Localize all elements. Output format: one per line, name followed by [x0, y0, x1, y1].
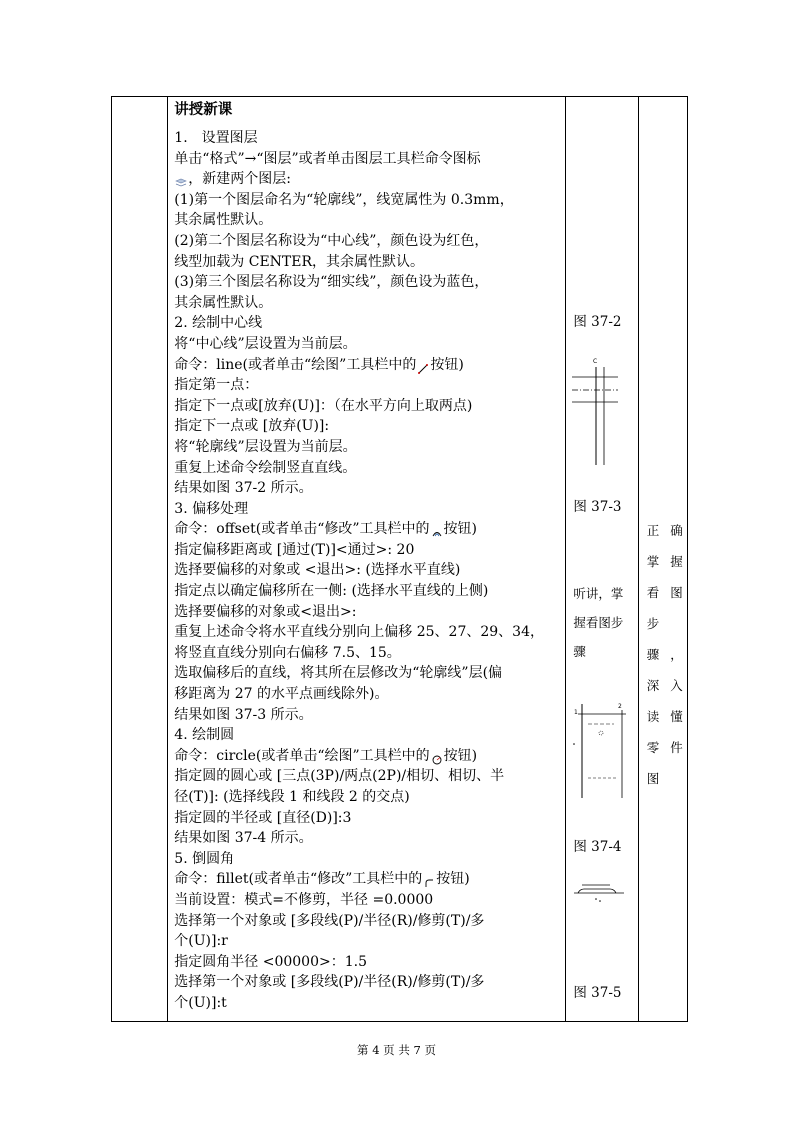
- content-line: 个(U)]:r: [174, 933, 228, 950]
- figure-label-37-5: 图 37-5: [573, 985, 622, 1001]
- content-line: 将“轮廓线”层设置为当前层。: [174, 438, 357, 455]
- content-line: 重复上述命令将水平直线分别向上偏移 25、27、29、34，: [174, 624, 544, 641]
- offset-icon: [431, 524, 443, 534]
- content-line: ，新建两个图层:: [174, 169, 559, 190]
- content-line: 指定下一点或[放弃(U)]：（在水平方向上取两点): [174, 397, 473, 414]
- total-pages: 7: [413, 1043, 421, 1057]
- sketch-label-c: C: [593, 358, 598, 365]
- line-icon: [417, 360, 429, 370]
- content-line: 个(U)]:t: [174, 994, 227, 1011]
- content-line: 指定偏移距离或 [通过(T)]<通过>: 20: [174, 541, 415, 558]
- figure-column: [566, 97, 638, 1022]
- content-line: 重复上述命令绘制竖直直线。: [174, 459, 357, 476]
- content-line: 其余属性默认。: [174, 212, 273, 229]
- teaching-purpose: 正确 掌握 看图 步 骤， 深入 读懂 零件 图: [646, 523, 683, 786]
- content-line: 指定圆的圆心或 [三点(3P)/两点(2P)/相切、相切、半: [174, 768, 505, 785]
- content-line: 指定圆角半径 <00000>：1.5: [174, 953, 367, 970]
- circle-icon: [431, 751, 443, 761]
- content-line: 结果如图 37-2 所示。: [174, 480, 313, 497]
- content-line: 命令：fillet(或者单击“修改”工具栏中的 按钮): [174, 871, 470, 888]
- figure-37-4-sketch: [570, 700, 630, 800]
- content-line: 结果如图 37-4 所示。: [174, 830, 313, 847]
- content-line: 移距离为 27 的水平点画线除外)。: [174, 686, 389, 703]
- lesson-plan-table: [111, 96, 688, 1022]
- sketch-label-1: 1: [574, 709, 579, 716]
- content-line: 命令：line(或者单击“绘图”工具栏中的 按钮): [174, 356, 464, 373]
- content-line: 径(T)]: (选择线段 1 和线段 2 的交点): [174, 789, 410, 805]
- teaching-method-note: 听讲，掌握看图步骤: [573, 586, 624, 659]
- content-line: (2)第二个图层名称设为“中心线”，颜色设为红色，: [174, 232, 489, 249]
- section-title: 讲授新课: [174, 102, 233, 118]
- content-line: 指定第一点：: [174, 377, 259, 394]
- sketch-label-2: 2: [618, 703, 623, 710]
- content-line: 指定下一点或 [放弃(U)]:: [174, 418, 330, 435]
- current-page-number: 4: [372, 1043, 380, 1057]
- figure-label-37-2: 图 37-2: [573, 314, 622, 330]
- step-5-title: 5. 倒圆角: [174, 850, 235, 867]
- content-line: (1)第一个图层命名为“轮廓线”，线宽属性为 0.3mm，: [174, 191, 514, 208]
- figure-37-5-sketch: [574, 879, 630, 909]
- page-footer: 第 4 页 共 7 页: [357, 1043, 436, 1057]
- content-line: 当前设置：模式=不修剪，半径 =0.0000: [174, 891, 434, 908]
- content-line: 选择要偏移的对象或<退出>:: [174, 603, 357, 620]
- step-4-title: 4. 绘制圆: [174, 727, 235, 744]
- fillet-icon: [423, 874, 435, 884]
- content-line: (3)第三个图层名称设为“细实线”，颜色设为蓝色，: [174, 274, 489, 291]
- content-line: 结果如图 37-3 所示。: [174, 706, 313, 723]
- step-3-title: 3. 偏移处理: [174, 500, 249, 517]
- purpose-column: [638, 97, 687, 1022]
- content-line: 命令：circle(或者单击“绘图”工具栏中的 按钮): [174, 747, 478, 764]
- content-line: 选取偏移后的直线，将其所在层修改为“轮廓线”层(偏: [174, 665, 503, 682]
- content-line: 单击“格式”→“图层”或者单击图层工具栏命令图标: [174, 150, 481, 167]
- content-line: 将竖直直线分别向右偏移 7.5、15。: [174, 644, 401, 661]
- content-line: 其余属性默认。: [174, 294, 273, 311]
- content-column: [168, 97, 566, 1022]
- content-line: 指定点以确定偏移所在一侧: (选择水平直线的上侧): [174, 583, 489, 600]
- content-line: 选择要偏移的对象或 <退出>: (选择水平直线): [174, 562, 461, 579]
- blank-column: [112, 97, 168, 1022]
- content-line: 将“中心线”层设置为当前层。: [174, 335, 357, 352]
- figure-label-37-4: 图 37-4: [573, 839, 622, 855]
- layer-icon: [175, 174, 187, 184]
- step-1-title: 1. 设置图层: [174, 130, 258, 146]
- content-line: 命令：offset(或者单击“修改”工具栏中的 按钮): [174, 521, 477, 538]
- content-line: 指定圆的半径或 [直径(D)]:3: [174, 809, 352, 826]
- step-2-title: 2. 绘制中心线: [174, 315, 263, 332]
- figure-37-2-sketch: [570, 355, 622, 467]
- content-line: 选择第一个对象或 [多段线(P)/半径(R)/修剪(T)/多: [174, 912, 485, 929]
- content-line: 选择第一个对象或 [多段线(P)/半径(R)/修剪(T)/多: [174, 974, 485, 991]
- content-line: 线型加载为 CENTER，其余属性默认。: [174, 253, 425, 270]
- figure-label-37-3: 图 37-3: [573, 499, 622, 515]
